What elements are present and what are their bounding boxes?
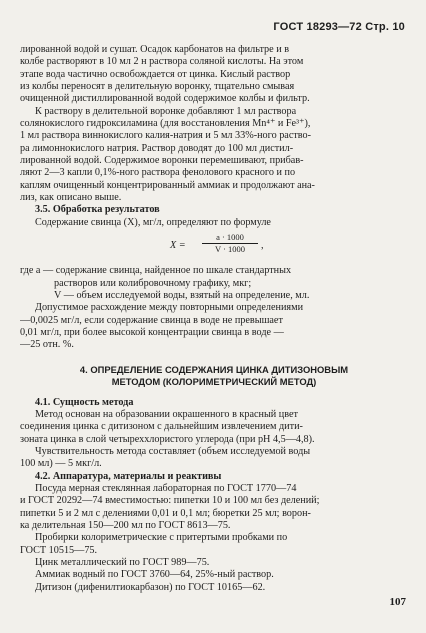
text-line: Цинк металлический по ГОСТ 989—75.: [35, 557, 210, 569]
text-line: Посуда мерная стеклянная лабораторная по ГОСТ 1770—74: [35, 482, 297, 494]
text-line: ка делительная 150—200 мл по ГОСТ 8613—75.: [20, 520, 231, 531]
subsection-heading-4-1: 4.1. Сущность метода: [35, 396, 134, 408]
page-number: 107: [389, 596, 406, 608]
formula-numerator: a · 1000: [216, 232, 244, 243]
text-line: пипетки 5 и 2 мл с делениями 0,01 и 0,1 мл; бюретки 25 мл; ворон-: [20, 507, 311, 519]
subsection-heading-3-5: 3.5. Обработка результатов: [35, 204, 160, 216]
text-line: Содержание свинца (X), мг/л, определяют по формуле: [35, 216, 271, 228]
text-line: растворов или колибровочному графику, мкг;: [54, 277, 252, 289]
paragraph-continued: [20, 44, 408, 204]
formula-fraction: [200, 232, 260, 255]
text-line: Дитизон (дифенилтиокарбазон) по ГОСТ 10165—62.: [35, 581, 266, 593]
text-line: соединения цинка с дитизоном с дальнейшим извлечением дити-: [20, 421, 303, 433]
text-line: солянокислого гидроксиламина (для восстановления Mn⁴⁺ и Fe³⁺),: [20, 118, 311, 130]
text-line: очищенной дистиллированной водой содержимое колбы и фильтр.: [20, 93, 310, 105]
text-line: ра лимоннокислого натрия. Раствор доводят до 100 мл дистил-: [20, 142, 294, 154]
formula: [20, 232, 408, 262]
text-line: ГОСТ 10515—75.: [20, 544, 98, 556]
page-body: [20, 44, 408, 594]
paragraph-method: [20, 409, 408, 471]
text-line: Аммиак водный по ГОСТ 3760—64, 25%-ный раствор.: [35, 569, 274, 581]
paragraph-apparatus: [20, 483, 408, 594]
text-line: этапе вода частично освобождается от цинка. Кислый раствор: [20, 68, 291, 80]
section-4-title-line-2: МЕТОДОМ (КОЛОРИМЕТРИЧЕСКИЙ МЕТОД): [111, 376, 317, 388]
text-line: каплям очищенный концентрированный аммиак и продолжают ана-: [20, 179, 315, 191]
formula-comma: ,: [261, 240, 264, 252]
text-line: из колбы переносят в делительную воронку, тщательно смывая: [20, 81, 295, 93]
text-line: 100 мл) — 5 мкг/л.: [20, 458, 102, 470]
text-line: ляют 2—3 капли 0,1%-ного раствора фенолового красного и по: [20, 167, 296, 179]
text-line: 0,01 мг/л, при более высокой концентрации свинца в воде —: [20, 326, 284, 338]
text-line: зоната цинка в слой четыреххлористого углерода (при pH 4,5—4,8).: [20, 433, 315, 445]
section-4-title-line-1: 4. ОПРЕДЕЛЕНИЕ СОДЕРЖАНИЯ ЦИНКА ДИТИЗОНОВЫМ: [79, 363, 349, 375]
text-line: и ГОСТ 20292—74 вместимостью: пипетки 10 и 100 мл без делений;: [20, 495, 320, 507]
text-line: Пробирки колориметрические с притертыми пробками по: [35, 532, 288, 544]
running-header: ГОСТ 18293—72 Стр. 10: [273, 21, 405, 33]
text-line: —25 отн. %.: [20, 339, 74, 351]
text-line: колбе растворяют в 10 мл 2 н раствора соляной кислоты. На этом: [20, 56, 304, 68]
text-line: лиз, как описано выше.: [20, 192, 122, 204]
subsection-heading-4-2: 4.2. Аппаратура, материалы и реактивы: [35, 470, 222, 482]
text-line: 1 мл раствора виннокислого калия-натрия и 5 мл 33%-ного раство-: [20, 130, 312, 142]
formula-lhs: X =: [170, 240, 186, 252]
text-line: лированной водой. Содержимое воронки перемешивают, прибав-: [20, 155, 304, 167]
text-line: К раствору в делительной воронке добавляют 1 мл раствора: [35, 105, 297, 117]
text-line: Метод основан на образовании окрашенного в красный цвет: [35, 408, 298, 420]
text-line: где a — содержание свинца, найденное по шкале стандартных: [20, 265, 292, 277]
text-line: —0,0025 мг/л, если содержание свинца в воде не превышает: [20, 314, 283, 326]
text-line: Допустимое расхождение между повторными определениями: [35, 302, 304, 314]
text-line: V — объем исследуемой воды, взятый на определение, мл.: [54, 289, 310, 301]
text-line: Чувствительность метода составляет (объем исследуемой воды: [35, 445, 311, 457]
text-line: лированной водой и сушат. Осадок карбонатов на фильтре и в: [20, 44, 290, 55]
paragraph-where: [20, 265, 408, 351]
formula-denominator: V · 1000: [214, 244, 246, 255]
